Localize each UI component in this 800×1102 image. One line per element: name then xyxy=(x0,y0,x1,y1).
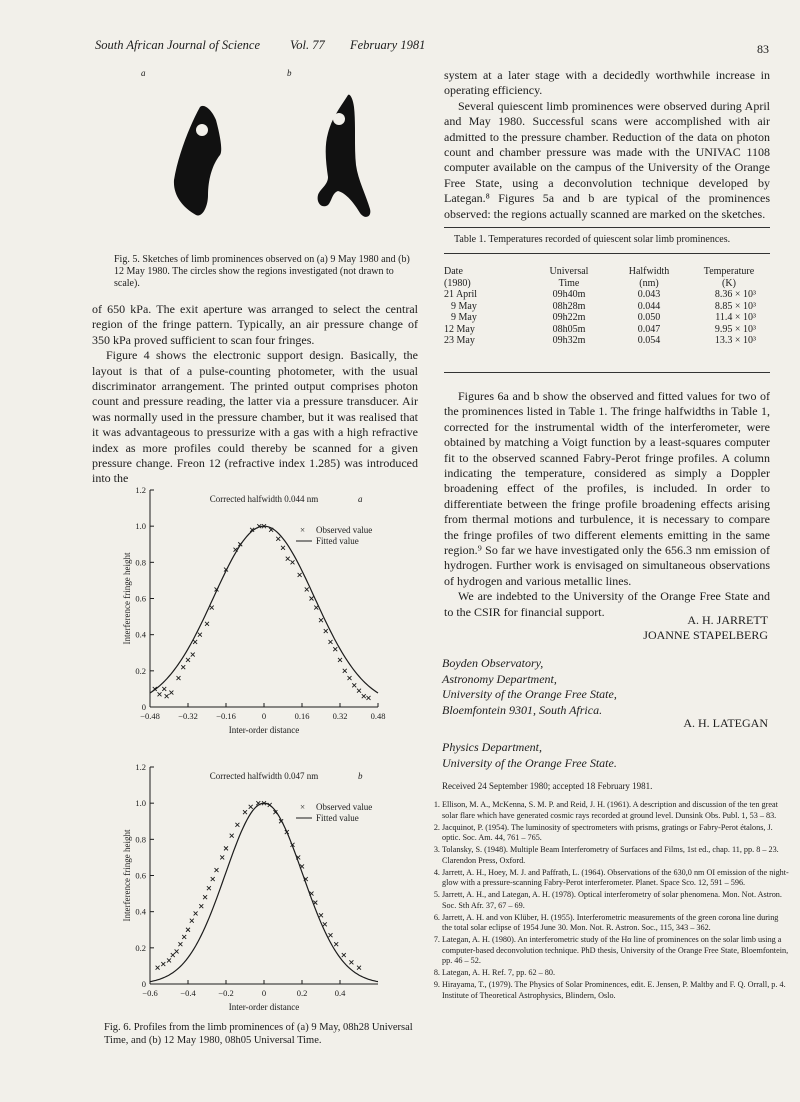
observed-point xyxy=(198,633,202,637)
observed-point xyxy=(171,953,175,957)
reference-item: 2. Jacquinot, P. (1954). The luminosity of spectrometers with prisms, gratings or Fabry-Perot étalons, J. optic. Soc. Am. 44, 761 – 765. xyxy=(442,823,790,844)
table-cell: 09h22m xyxy=(552,312,586,323)
observed-point xyxy=(329,933,333,937)
x-tick-label: 0 xyxy=(261,711,267,721)
observed-point xyxy=(333,647,337,651)
table-cell: 12 May xyxy=(444,323,475,335)
prominence-sketches xyxy=(160,85,400,235)
observed-point xyxy=(362,694,366,698)
observed-point xyxy=(357,689,361,693)
x-axis-label: Inter-order distance xyxy=(228,1002,300,1012)
observed-point xyxy=(186,928,190,932)
table-cell: 09h32m xyxy=(552,335,586,346)
observed-point xyxy=(334,942,338,946)
table-cell: 0.047 xyxy=(637,323,661,335)
affiliation-line: Bloemfontein 9301, South Africa. xyxy=(442,702,603,717)
observed-point xyxy=(162,687,166,691)
y-tick-label: 0 xyxy=(141,702,146,712)
observed-point xyxy=(211,877,215,881)
table-header-row-2 xyxy=(444,278,774,290)
observed-point xyxy=(186,658,190,662)
fig5-label-b: b xyxy=(287,68,292,78)
y-tick-label: 0.8 xyxy=(135,834,146,845)
observed-point xyxy=(324,629,328,633)
y-axis-label: Interference fringe height xyxy=(122,552,132,645)
observed-point xyxy=(310,597,314,601)
fig5-label-a: a xyxy=(141,68,146,78)
observed-point xyxy=(343,669,347,673)
volume: Vol. 77 xyxy=(290,38,325,52)
right-column-top-text xyxy=(444,68,770,222)
right-paragraph-3: Figures 6a and b show the observed and fitted values for two of the prominences listed in Table 1. The fringe halfwidths in Table 1, corrected for the instrumental width of the interferometer, were obtained by matching a Voigt function by a least-squares computer fit to the observed scanned Fabry-Perot fringe profiles. A column indicating the temperature, considered as simply a Doppler broadening effect of the profiles, is included. In order to differentiate between the fringe profile broadening effects arising from thermal motions and turbulence, it is necessary to compare the fringe profiles of two different elements emitting in the same region.⁹ So far we have investigated only the 656.3 nm emission of hydrogen. Further work is envisaged on simultaneous observations of hydrogen and various metallic lines. xyxy=(444,389,770,588)
observed-point xyxy=(342,953,346,957)
affiliation-boyden xyxy=(442,656,617,718)
received-date: Received 24 September 1980; accepted 18 February 1981. xyxy=(442,781,653,791)
x-tick-label: −0.4 xyxy=(180,988,196,998)
reference-item: 9. Hirayama, T., (1979). The Physics of Solar Prominences, edit. E. Jensen, P. Maltby and F. Q. Orrall, p. 4. Institute of Theoretical Astrophysics, Blindern, Oslo. xyxy=(442,980,790,1001)
author-jarrett: A. H. JARRETT xyxy=(687,613,768,627)
affiliation-line: Physics Department, xyxy=(442,740,542,754)
y-tick-label: 1.2 xyxy=(135,485,146,495)
y-tick-label: 0.6 xyxy=(135,870,146,881)
affiliation-line: University of the Orange Free State, xyxy=(442,687,617,701)
observed-point xyxy=(329,640,333,644)
prominence-a-region xyxy=(196,124,208,136)
panel-label: a xyxy=(358,494,363,504)
observed-point xyxy=(167,958,171,962)
table-caption-rule xyxy=(444,253,770,254)
reference-item: 6. Jarrett, A. H. and von Klüber, H. (1955). Interferometric measurements of the green corona line during the total solar eclipse of 1954 June 30. Mon. Not. R. Astron. Soc., 115, 343 – 362. xyxy=(442,913,790,934)
x-tick-label: −0.2 xyxy=(218,988,234,998)
left-column-text xyxy=(92,302,418,487)
table-cell: 21 April xyxy=(444,289,478,300)
observed-point xyxy=(191,653,195,657)
y-tick-label: 0.8 xyxy=(135,557,146,568)
table-bottom-rule xyxy=(444,372,770,373)
header-halfwidth-unit: (nm) xyxy=(639,277,659,289)
reference-item: 4. Jarrett, A. H., Hoey, M. J. and Paffrath, L. (1964). Observations of the 630,0 nm OI emission of the night-glow with a pressure-scanning Fabry-Perot interferometer. Planet. Space Sco. 12, 591 – 596. xyxy=(442,868,790,889)
issue-date: February 1981 xyxy=(350,38,426,52)
observed-point xyxy=(249,805,253,809)
table-row xyxy=(444,301,774,313)
table-cell: 9 May xyxy=(451,300,477,312)
left-paragraph-2: Figure 4 shows the electronic support design. Basically, the layout is that of a pulse-counting photometer, with the usual discriminator arrangement. The printed output comprises photon count and pressure reading, the latter via a pressure transducer. Air was normally used in the pressure chamber, but it was realised that it was advantageous to pressurize with a gas with a high refractive index as more profiles could thereby be scanned for a given pressure change. Freon 12 (refractive index 1.285) was introduced into the xyxy=(92,348,418,486)
right-paragraph-4: We are indebted to the University of the Orange Free State and to the CSIR for financial support. xyxy=(444,589,770,619)
y-axis-label: Interference fringe height xyxy=(122,829,132,922)
header-temperature-unit: (K) xyxy=(722,277,736,289)
header-time: Universal xyxy=(549,266,589,277)
affiliation-physics xyxy=(442,740,617,771)
observed-point xyxy=(357,966,361,970)
observed-point xyxy=(243,810,247,814)
x-tick-label: −0.6 xyxy=(142,988,158,998)
x-tick-label: 0.4 xyxy=(334,988,346,998)
header-date-unit: (1980) xyxy=(444,277,471,289)
observed-point xyxy=(203,895,207,899)
reference-item: 3. Tolansky, S. (1948). Multiple Beam Interferometry of Surfaces and Films, 1st ed., chap. 11, pp. 8 – 23. Clarendon Press, Oxford. xyxy=(442,845,790,866)
table-row xyxy=(444,289,774,301)
table1 xyxy=(444,266,774,347)
reference-item: 8. Lategan, A. H. Ref. 7, pp. 62 – 80. xyxy=(442,968,790,979)
affiliation-line: Boyden Observatory, xyxy=(442,656,544,670)
observed-point xyxy=(181,665,185,669)
table-cell: 8.36 × 10³ xyxy=(714,289,756,300)
observed-point xyxy=(313,901,317,905)
observed-point xyxy=(349,960,353,964)
legend-marker-observed: × xyxy=(300,802,306,812)
observed-point xyxy=(281,546,285,550)
table-cell: 0.050 xyxy=(637,312,661,323)
x-tick-label: 0.16 xyxy=(294,711,310,721)
y-tick-label: 0.4 xyxy=(135,629,146,640)
fig5-caption: Fig. 5. Sketches of limb prominences observed on (a) 9 May 1980 and (b) 12 May 1980. The circles show the regions investigated (not drawn to scale). xyxy=(114,254,410,289)
observed-point xyxy=(367,696,371,700)
x-tick-label: 0.2 xyxy=(296,988,308,998)
y-tick-label: 0 xyxy=(141,979,146,989)
table-cell: 23 May xyxy=(444,335,475,346)
x-tick-label: −0.16 xyxy=(216,711,236,721)
x-tick-label: −0.32 xyxy=(178,711,198,721)
observed-point xyxy=(319,913,323,917)
observed-point xyxy=(158,692,162,696)
fig6-caption: Fig. 6. Profiles from the limb prominences of (a) 9 May, 08h28 Universal Time, and (b) 12 May 1980, 08h05 Universal Time. xyxy=(104,1022,413,1046)
observed-point xyxy=(314,606,318,610)
x-tick-label: 0 xyxy=(261,988,267,998)
observed-point xyxy=(190,919,194,923)
observed-point xyxy=(305,587,309,591)
table-cell: 0.054 xyxy=(637,335,661,346)
reference-item: 1. Ellison, M. A., McKenna, S. M. P. and Reid, J. H. (1961). A description and discussion of the ten great solar flare which have generated cosmic rays recorded at ground level. Dunsink Obs. Publ. 1, 53 – 83. xyxy=(442,800,790,821)
halfwidth-annotation: Corrected halfwidth 0.044 nm xyxy=(209,494,319,504)
observed-point xyxy=(215,868,219,872)
author-lategan: A. H. LATEGAN xyxy=(683,716,768,730)
observed-point xyxy=(298,573,302,577)
header-time-unit: Time xyxy=(558,277,580,289)
right-paragraph-1: system at a later stage with a decidedly worthwhile increase in operating efficiency. xyxy=(444,68,770,98)
right-paragraph-2: Several quiescent limb prominences were observed during April and May 1980. Successful scans were accomplished with air admitted to the pressure chamber. Reduction of the data on photon count and chamber pressure was made with the UNIVAC 1108 computer available on the campus of the University of the Orange Free State, using a deconvolution technique developed by Lategan.⁸ Figures 5a and b are typical of the prominences observed: the regions actually scanned are marked on the sketches. xyxy=(444,98,770,221)
table-top-rule xyxy=(444,227,770,228)
reference-list xyxy=(422,800,790,1003)
table-cell: 9 May xyxy=(451,312,477,323)
observed-point xyxy=(352,683,356,687)
prominence-b-shape xyxy=(318,95,371,217)
y-tick-label: 0.4 xyxy=(135,906,146,917)
x-axis-label: Inter-order distance xyxy=(228,725,300,735)
observed-point xyxy=(224,846,228,850)
fig6b-chart xyxy=(110,757,410,1017)
observed-point xyxy=(210,606,214,610)
header-halfwidth: Halfwidth xyxy=(628,266,670,277)
table-cell: 9.95 × 10³ xyxy=(714,323,756,335)
page-number: 83 xyxy=(757,42,769,56)
table-cell: 0.044 xyxy=(637,300,661,312)
observed-point xyxy=(300,864,304,868)
table-cell: 8.85 × 10³ xyxy=(714,300,756,312)
author-stapelberg: JOANNE STAPELBERG xyxy=(643,628,768,642)
reference-item: 5. Jarrett, A. H., and Lategan, A. H. (1978). Optical interferometry of solar phenomena. Mon. Not. Astron. Soc. Sth Afr. 37, 67 – 69. xyxy=(442,890,790,911)
legend-label-observed: Observed value xyxy=(316,525,373,535)
table-cell: 0.043 xyxy=(637,289,661,300)
observed-point xyxy=(220,855,224,859)
reference-item: 7. Lategan, A. H. (1980). An interferometric study of the Hα line of prominences on the solar limb using a computer-based deconvolution technique. PhD thesis, University of the Orange Free State, Bloemfontein, pp. 46 – 52. xyxy=(442,935,790,967)
observed-point xyxy=(348,676,352,680)
prominence-a-shape xyxy=(174,106,221,216)
journal-title: South African Journal of Science xyxy=(95,38,261,52)
affiliation-line: Astronomy Department, xyxy=(442,671,557,686)
halfwidth-annotation: Corrected halfwidth 0.047 nm xyxy=(209,771,319,781)
observed-point xyxy=(323,922,327,926)
observed-point xyxy=(169,691,173,695)
observed-point xyxy=(291,560,295,564)
right-column-bottom-text xyxy=(444,389,770,620)
legend-marker-observed: × xyxy=(300,525,306,535)
observed-point xyxy=(177,676,181,680)
observed-point xyxy=(165,694,169,698)
observed-point xyxy=(156,966,160,970)
x-tick-label: −0.48 xyxy=(140,711,160,721)
header-date: Date xyxy=(444,266,463,277)
table-cell: 09h40m xyxy=(552,289,586,300)
observed-point xyxy=(193,640,197,644)
y-tick-label: 1.2 xyxy=(135,762,146,772)
observed-point xyxy=(230,834,234,838)
table-row xyxy=(444,335,774,347)
panel-label: b xyxy=(358,771,363,781)
affiliation-line: University of the Orange Free State. xyxy=(442,755,617,770)
table-header-row-1 xyxy=(444,266,774,278)
observed-point xyxy=(199,904,203,908)
y-tick-label: 0.2 xyxy=(135,665,146,676)
table-cell: 13.3 × 10³ xyxy=(714,335,756,346)
x-tick-label: 0.48 xyxy=(370,711,386,721)
observed-point xyxy=(178,942,182,946)
x-tick-label: 0.32 xyxy=(332,711,348,721)
table-row xyxy=(444,312,774,324)
observed-point xyxy=(338,658,342,662)
table-cell: 11.4 × 10³ xyxy=(715,312,756,323)
legend-label-fitted: Fitted value xyxy=(316,813,359,823)
observed-point xyxy=(194,911,198,915)
left-paragraph-1: of 650 kPa. The exit aperture was arranged to select the central region of the fringe pattern. Typically, an air pressure change of 350 kPa proved sufficient to scan four fringes. xyxy=(92,302,418,347)
table-cell: 08h28m xyxy=(552,300,586,312)
y-tick-label: 1.0 xyxy=(135,798,146,809)
prominence-b-region xyxy=(333,113,345,125)
y-tick-label: 1.0 xyxy=(135,521,146,532)
legend-label-observed: Observed value xyxy=(316,802,373,812)
table1-caption: Table 1. Temperatures recorded of quiescent solar limb prominences. xyxy=(454,234,731,245)
observed-point xyxy=(319,618,323,622)
fig6a-chart xyxy=(110,480,410,740)
table-row xyxy=(444,324,774,336)
table-cell: 08h05m xyxy=(552,323,586,335)
observed-point xyxy=(182,935,186,939)
y-tick-label: 0.6 xyxy=(135,593,146,604)
observed-point xyxy=(205,622,209,626)
y-tick-label: 0.2 xyxy=(135,942,146,953)
observed-point xyxy=(207,886,211,890)
header-temperature: Temperature xyxy=(703,266,755,277)
observed-point xyxy=(286,557,290,561)
observed-point xyxy=(175,949,179,953)
legend-label-fitted: Fitted value xyxy=(316,536,359,546)
observed-point xyxy=(161,962,165,966)
observed-point xyxy=(276,537,280,541)
observed-point xyxy=(235,823,239,827)
